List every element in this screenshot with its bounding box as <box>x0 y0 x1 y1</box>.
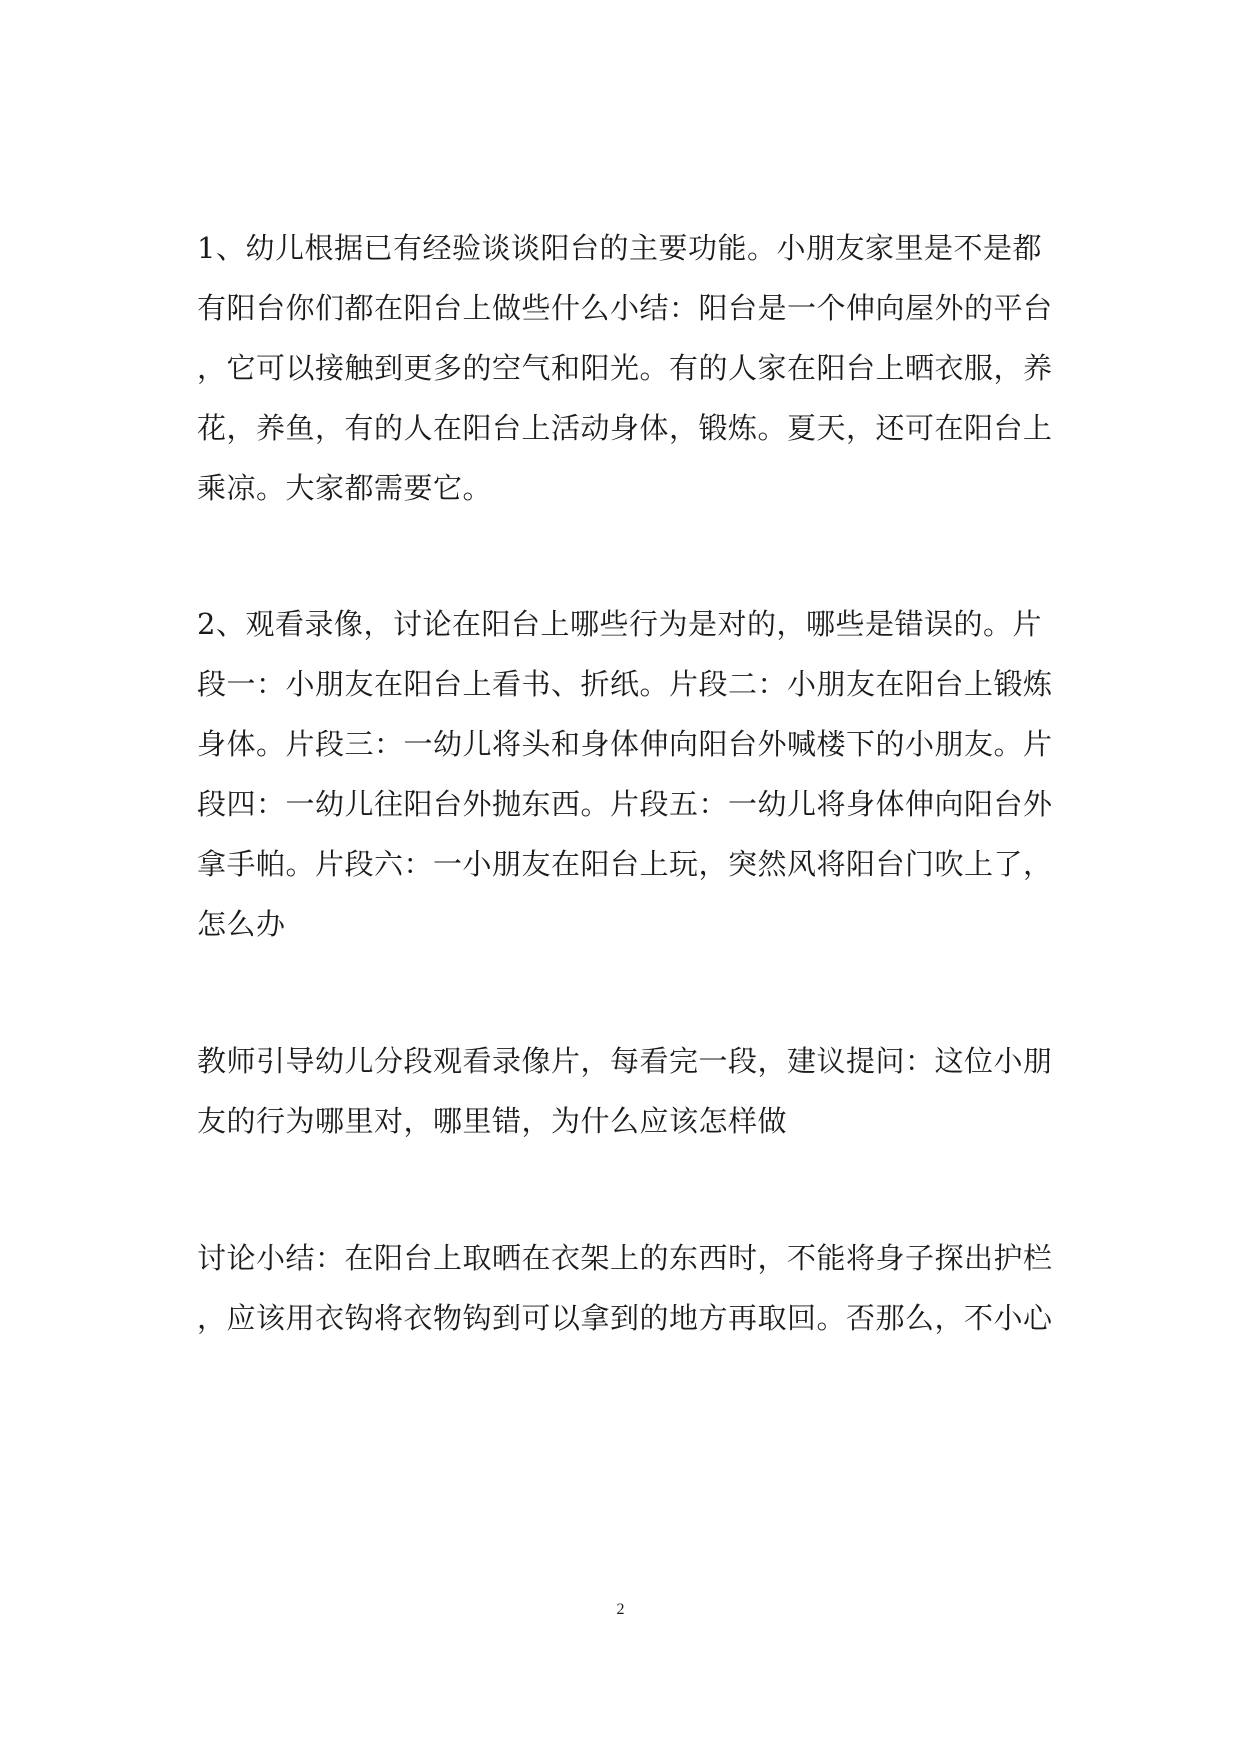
paragraph-4-line-2: ，应该用衣钩将衣物钩到可以拿到的地方再取回。否那么，不小心 <box>197 1301 1053 1335</box>
paragraph-3-line-1: 教师引导幼儿分段观看录像片，每看完一段，建议提问：这位小朋 <box>197 1044 1053 1078</box>
paragraph-3-line-2: 友的行为哪里对，哪里错，为什么应该怎样做 <box>197 1104 788 1138</box>
paragraph-2-line-6: 怎么办 <box>197 907 286 941</box>
paragraph-2-line-2: 段一：小朋友在阳台上看书、折纸。片段二：小朋友在阳台上锻炼 <box>197 667 1053 701</box>
paragraph-1-line-3: ，它可以接触到更多的空气和阳光。有的人家在阳台上晒衣服，养 <box>197 351 1053 385</box>
paragraph-2-line-4: 段四：一幼儿往阳台外抛东西。片段五：一幼儿将身体伸向阳台外 <box>197 787 1053 821</box>
paragraph-1-line-2: 有阳台你们都在阳台上做些什么小结：阳台是一个伸向屋外的平台 <box>197 291 1053 325</box>
paragraph-1-line-1: 1、幼儿根据已有经验谈谈阳台的主要功能。小朋友家里是不是都 <box>197 231 1042 265</box>
paragraph-1-line-4: 花，养鱼，有的人在阳台上活动身体，锻炼。夏天，还可在阳台上 <box>197 411 1053 445</box>
page-number: 2 <box>616 1601 625 1618</box>
paragraph-2-line-1: 2、观看录像，讨论在阳台上哪些行为是对的，哪些是错误的。片 <box>197 607 1042 641</box>
paragraph-2-line-5: 拿手帕。片段六：一小朋友在阳台上玩，突然风将阳台门吹上了， <box>197 847 1053 881</box>
paragraph-4-line-1: 讨论小结：在阳台上取晒在衣架上的东西时，不能将身子探出护栏 <box>197 1241 1053 1275</box>
paragraph-1-line-5: 乘凉。大家都需要它。 <box>197 471 493 505</box>
paragraph-2-line-3: 身体。片段三：一幼儿将头和身体伸向阳台外喊楼下的小朋友。片 <box>197 727 1053 761</box>
